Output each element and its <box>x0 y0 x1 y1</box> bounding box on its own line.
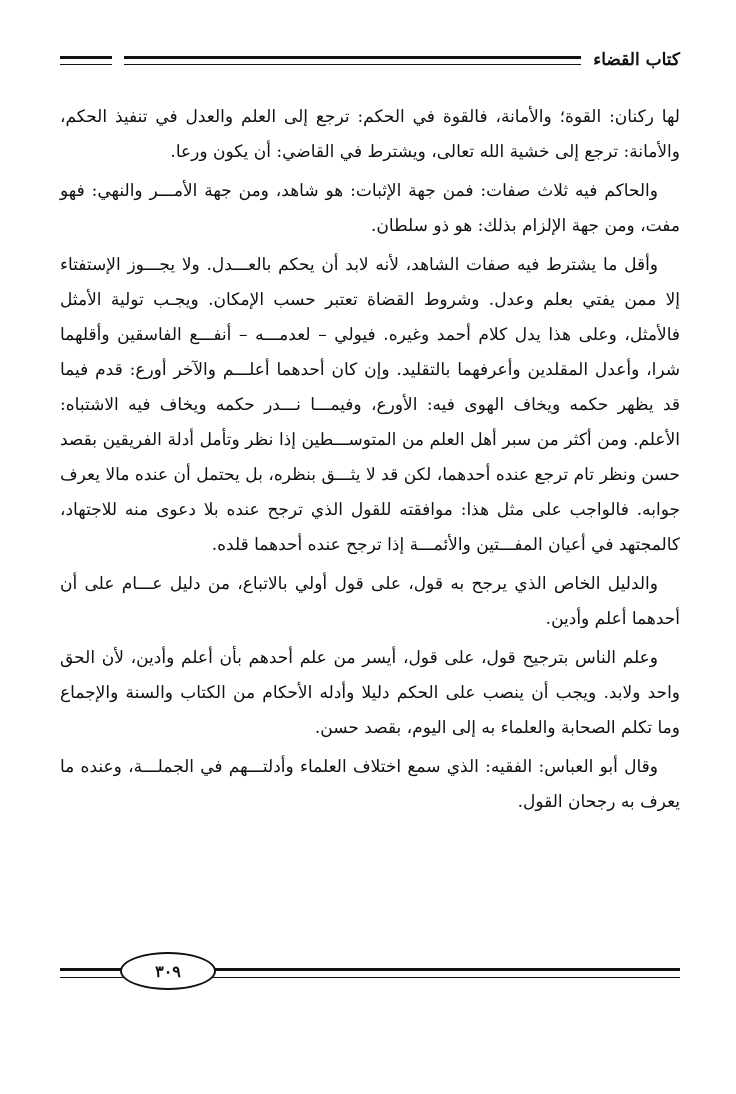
page-body <box>60 100 680 824</box>
chapter-title: كتاب القضاء <box>593 50 680 70</box>
paragraph-3: وأقل ما يشترط فيه صفات الشاهد، لأنه لابد أن يحكم بالعـــدل. ولا يجـــوز الإستفتاء إلا ممن يفتي بعلم وعدل. وشروط القضاة تعتبر حسب الإمكان. ويجـب تولية الأمثل فالأمثل، وعلى هذا يدل كلام أحمد وغيره. فيولي – لعدمـــه – أنفـــع الفاسقين وأقلهما شرا، وأعدل المقلدين وأعرفهما بالتقليد. وإن كان أحدهما أعلـــم والآخر أورع: قدم فيما قد يظهر حكمه ويخاف الهوى فيه: الأورع، وفيمـــا نـــدر حكمه ويخاف فيه الاشتباه: الأعلم. ومن أكثر من سبر أهل العلم من المتوســـطين إذا نظر وتأمل أدلة الفريقين بقصد حسن ونظر تام ترجع عنده أحدهما، لكن قد لا يثـــق بنظره، بل يحتمل أن عنده مالا يعرف جوابه. فالواجب على مثل هذا: موافقته للقول الذي ترجح عنده بلا دعوى منه للاجتهاد، كالمجتهد في أعيان المفـــتين والأئمـــة إذا ترجح عنده أحدهما قلده. <box>60 255 680 555</box>
paragraph-6: وقال أبو العباس: الفقيه: الذي سمع اختلاف العلماء وأدلتـــهم في الجملـــة، وعنده ما يعرف به رجحان القول. <box>60 757 680 812</box>
running-header <box>60 44 680 76</box>
header-rule-short <box>60 56 112 65</box>
paragraph-2: والحاكم فيه ثلاث صفات: فمن جهة الإثبات: هو شاهد، ومن جهة الأمـــر والنهي: فهو مفت، ومن جهة الإلزام بذلك: هو ذو سلطان. <box>60 181 680 236</box>
header-rule <box>124 56 581 65</box>
page-number: ٣٠٩ <box>120 952 216 990</box>
paragraph-1: لها ركنان: القوة؛ والأمانة، فالقوة في الحكم: ترجع إلى العلم والعدل في تنفيذ الحكم، والأمانة: ترجع إلى خشية الله تعالى، ويشترط في القاضي: أن يكون ورعا. <box>60 107 680 162</box>
page-footer <box>60 950 680 994</box>
paragraph-4: والدليل الخاص الذي يرجح به قول، على قول أولي بالاتباع، من دليل عـــام على أن أحدهما أعلم وأدين. <box>60 574 680 629</box>
paragraph-5: وعلم الناس بترجيح قول، على قول، أيسر من علم أحدهم بأن أعلم وأدين، لأن الحق واحد ولابد. ويجب أن ينصب على الحكم دليلا وأدله الأحكام من الكتاب والسنة والإجماع وما تكلم الصحابة والعلماء به إلى اليوم، بقصد حسن. <box>60 648 680 738</box>
